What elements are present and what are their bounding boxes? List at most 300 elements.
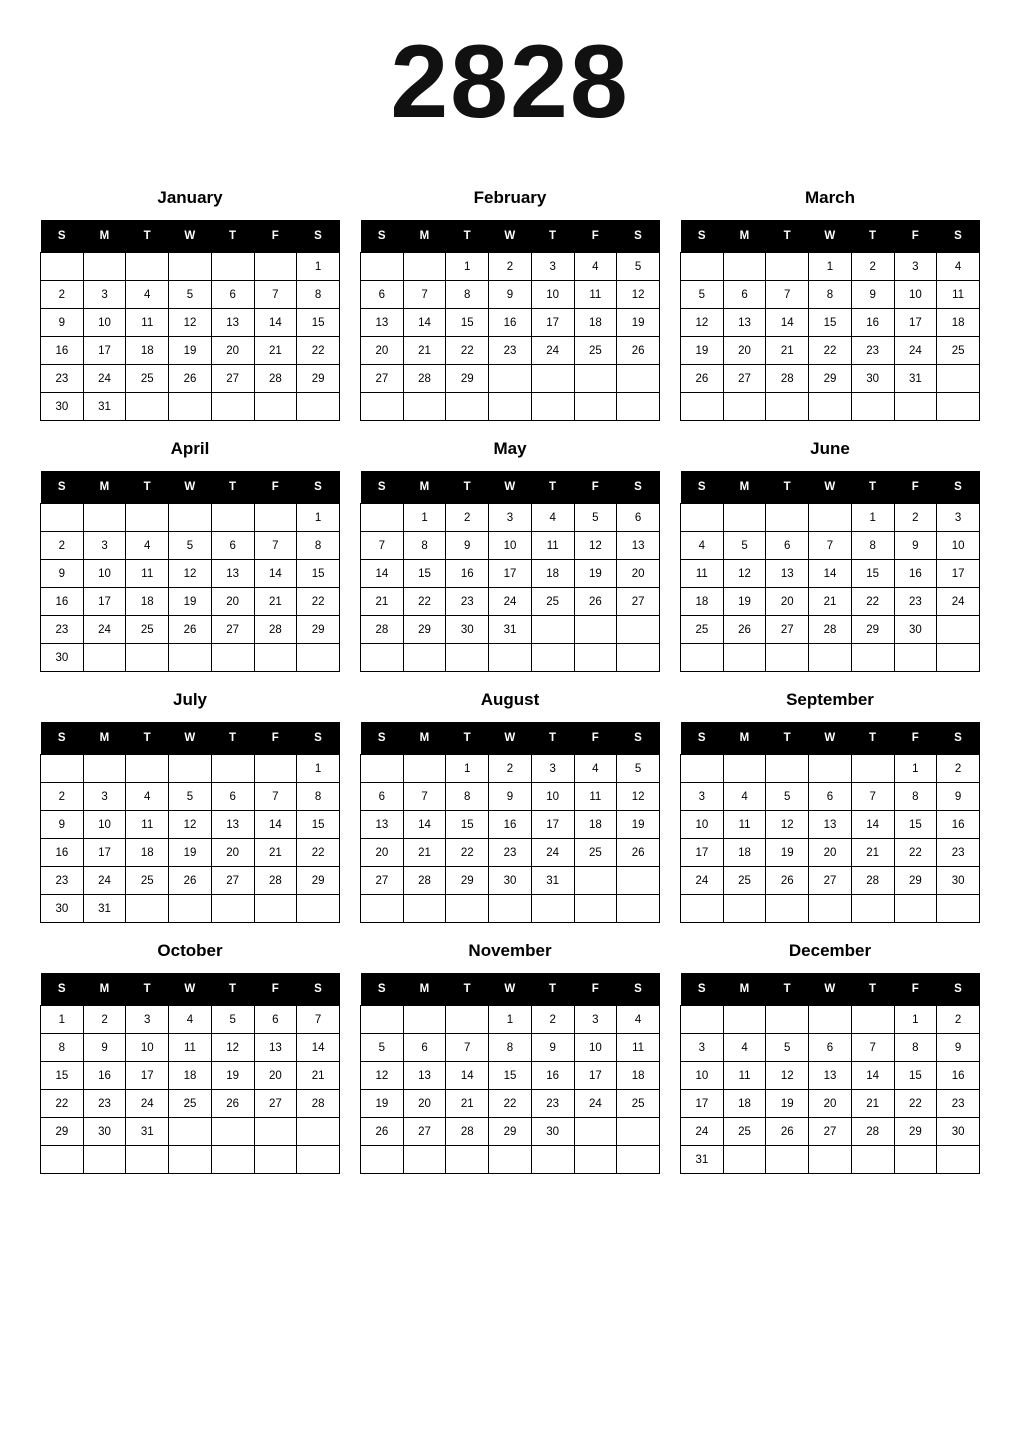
day-cell[interactable]: 19 — [766, 839, 809, 867]
day-cell[interactable]: 10 — [83, 309, 126, 337]
day-cell[interactable]: 3 — [83, 783, 126, 811]
day-cell[interactable]: 24 — [531, 839, 574, 867]
day-cell[interactable]: 30 — [41, 393, 84, 421]
day-cell[interactable]: 2 — [489, 755, 532, 783]
day-cell[interactable]: 9 — [937, 783, 980, 811]
day-cell[interactable]: 25 — [126, 867, 169, 895]
day-cell[interactable]: 9 — [937, 1034, 980, 1062]
day-cell[interactable]: 5 — [169, 532, 212, 560]
day-cell[interactable]: 5 — [361, 1034, 404, 1062]
day-cell[interactable]: 21 — [254, 588, 297, 616]
day-cell[interactable]: 19 — [766, 1090, 809, 1118]
day-cell[interactable]: 4 — [937, 253, 980, 281]
day-cell[interactable]: 27 — [361, 867, 404, 895]
day-cell[interactable]: 11 — [169, 1034, 212, 1062]
day-cell[interactable]: 15 — [41, 1062, 84, 1090]
day-cell[interactable]: 2 — [41, 281, 84, 309]
day-cell[interactable]: 26 — [617, 337, 660, 365]
day-cell[interactable]: 18 — [617, 1062, 660, 1090]
day-cell[interactable]: 20 — [809, 1090, 852, 1118]
day-cell[interactable]: 27 — [211, 616, 254, 644]
day-cell[interactable]: 8 — [446, 783, 489, 811]
day-cell[interactable]: 30 — [937, 867, 980, 895]
day-cell[interactable]: 28 — [403, 867, 446, 895]
day-cell[interactable]: 11 — [574, 281, 617, 309]
day-cell[interactable]: 9 — [489, 281, 532, 309]
day-cell[interactable]: 31 — [83, 895, 126, 923]
day-cell[interactable]: 28 — [254, 867, 297, 895]
day-cell[interactable]: 22 — [894, 839, 937, 867]
day-cell[interactable]: 22 — [403, 588, 446, 616]
day-cell[interactable]: 15 — [809, 309, 852, 337]
day-cell[interactable]: 15 — [894, 1062, 937, 1090]
day-cell[interactable]: 9 — [531, 1034, 574, 1062]
day-cell[interactable]: 27 — [211, 867, 254, 895]
day-cell[interactable]: 24 — [83, 616, 126, 644]
day-cell[interactable]: 4 — [574, 755, 617, 783]
day-cell[interactable]: 30 — [41, 895, 84, 923]
day-cell[interactable]: 7 — [809, 532, 852, 560]
day-cell[interactable]: 18 — [574, 309, 617, 337]
day-cell[interactable]: 20 — [403, 1090, 446, 1118]
day-cell[interactable]: 22 — [297, 337, 340, 365]
day-cell[interactable]: 4 — [574, 253, 617, 281]
day-cell[interactable]: 3 — [894, 253, 937, 281]
day-cell[interactable]: 11 — [126, 560, 169, 588]
day-cell[interactable]: 25 — [937, 337, 980, 365]
day-cell[interactable]: 30 — [41, 644, 84, 672]
day-cell[interactable]: 18 — [937, 309, 980, 337]
day-cell[interactable]: 6 — [403, 1034, 446, 1062]
day-cell[interactable]: 15 — [894, 811, 937, 839]
day-cell[interactable]: 10 — [489, 532, 532, 560]
day-cell[interactable]: 23 — [446, 588, 489, 616]
day-cell[interactable]: 24 — [126, 1090, 169, 1118]
day-cell[interactable]: 6 — [254, 1006, 297, 1034]
day-cell[interactable]: 7 — [851, 1034, 894, 1062]
day-cell[interactable]: 13 — [809, 1062, 852, 1090]
day-cell[interactable]: 13 — [766, 560, 809, 588]
day-cell[interactable]: 13 — [403, 1062, 446, 1090]
day-cell[interactable]: 29 — [894, 867, 937, 895]
day-cell[interactable]: 27 — [723, 365, 766, 393]
day-cell[interactable]: 30 — [531, 1118, 574, 1146]
day-cell[interactable]: 26 — [211, 1090, 254, 1118]
day-cell[interactable]: 29 — [403, 616, 446, 644]
day-cell[interactable]: 6 — [361, 783, 404, 811]
day-cell[interactable]: 24 — [681, 867, 724, 895]
day-cell[interactable]: 3 — [126, 1006, 169, 1034]
day-cell[interactable]: 17 — [126, 1062, 169, 1090]
day-cell[interactable]: 8 — [446, 281, 489, 309]
day-cell[interactable]: 2 — [937, 755, 980, 783]
day-cell[interactable]: 3 — [937, 504, 980, 532]
day-cell[interactable]: 12 — [169, 309, 212, 337]
day-cell[interactable]: 6 — [211, 783, 254, 811]
day-cell[interactable]: 14 — [254, 309, 297, 337]
day-cell[interactable]: 1 — [446, 253, 489, 281]
day-cell[interactable]: 26 — [574, 588, 617, 616]
day-cell[interactable]: 18 — [681, 588, 724, 616]
day-cell[interactable]: 22 — [894, 1090, 937, 1118]
day-cell[interactable]: 28 — [851, 1118, 894, 1146]
day-cell[interactable]: 22 — [297, 588, 340, 616]
day-cell[interactable]: 20 — [361, 839, 404, 867]
day-cell[interactable]: 11 — [617, 1034, 660, 1062]
day-cell[interactable]: 28 — [403, 365, 446, 393]
day-cell[interactable]: 1 — [297, 755, 340, 783]
day-cell[interactable]: 29 — [894, 1118, 937, 1146]
day-cell[interactable]: 8 — [894, 783, 937, 811]
day-cell[interactable]: 7 — [361, 532, 404, 560]
day-cell[interactable]: 8 — [297, 532, 340, 560]
day-cell[interactable]: 7 — [254, 281, 297, 309]
day-cell[interactable]: 24 — [83, 365, 126, 393]
day-cell[interactable]: 26 — [723, 616, 766, 644]
day-cell[interactable]: 10 — [681, 811, 724, 839]
day-cell[interactable]: 14 — [254, 811, 297, 839]
day-cell[interactable]: 22 — [489, 1090, 532, 1118]
day-cell[interactable]: 3 — [681, 1034, 724, 1062]
day-cell[interactable]: 4 — [126, 532, 169, 560]
day-cell[interactable]: 1 — [851, 504, 894, 532]
day-cell[interactable]: 17 — [83, 337, 126, 365]
day-cell[interactable]: 4 — [531, 504, 574, 532]
day-cell[interactable]: 14 — [851, 1062, 894, 1090]
day-cell[interactable]: 12 — [766, 1062, 809, 1090]
day-cell[interactable]: 4 — [169, 1006, 212, 1034]
day-cell[interactable]: 19 — [211, 1062, 254, 1090]
day-cell[interactable]: 12 — [617, 783, 660, 811]
day-cell[interactable]: 23 — [489, 839, 532, 867]
day-cell[interactable]: 13 — [809, 811, 852, 839]
day-cell[interactable]: 25 — [574, 337, 617, 365]
day-cell[interactable]: 16 — [937, 811, 980, 839]
day-cell[interactable]: 6 — [211, 281, 254, 309]
day-cell[interactable]: 13 — [211, 309, 254, 337]
day-cell[interactable]: 19 — [361, 1090, 404, 1118]
day-cell[interactable]: 23 — [851, 337, 894, 365]
day-cell[interactable]: 22 — [41, 1090, 84, 1118]
day-cell[interactable]: 18 — [723, 1090, 766, 1118]
day-cell[interactable]: 13 — [617, 532, 660, 560]
day-cell[interactable]: 5 — [723, 532, 766, 560]
day-cell[interactable]: 5 — [169, 783, 212, 811]
day-cell[interactable]: 20 — [361, 337, 404, 365]
day-cell[interactable]: 18 — [126, 337, 169, 365]
day-cell[interactable]: 26 — [169, 365, 212, 393]
day-cell[interactable]: 23 — [41, 616, 84, 644]
day-cell[interactable]: 8 — [851, 532, 894, 560]
day-cell[interactable]: 21 — [403, 839, 446, 867]
day-cell[interactable]: 24 — [574, 1090, 617, 1118]
day-cell[interactable]: 16 — [489, 811, 532, 839]
day-cell[interactable]: 10 — [894, 281, 937, 309]
day-cell[interactable]: 2 — [83, 1006, 126, 1034]
day-cell[interactable]: 27 — [403, 1118, 446, 1146]
day-cell[interactable]: 4 — [126, 281, 169, 309]
day-cell[interactable]: 9 — [41, 811, 84, 839]
day-cell[interactable]: 14 — [254, 560, 297, 588]
day-cell[interactable]: 19 — [681, 337, 724, 365]
day-cell[interactable]: 15 — [489, 1062, 532, 1090]
day-cell[interactable]: 13 — [211, 560, 254, 588]
day-cell[interactable]: 26 — [361, 1118, 404, 1146]
day-cell[interactable]: 1 — [894, 1006, 937, 1034]
day-cell[interactable]: 13 — [361, 811, 404, 839]
day-cell[interactable]: 4 — [617, 1006, 660, 1034]
day-cell[interactable]: 10 — [937, 532, 980, 560]
day-cell[interactable]: 1 — [297, 504, 340, 532]
day-cell[interactable]: 29 — [851, 616, 894, 644]
day-cell[interactable]: 17 — [681, 1090, 724, 1118]
day-cell[interactable]: 23 — [41, 365, 84, 393]
day-cell[interactable]: 22 — [809, 337, 852, 365]
day-cell[interactable]: 12 — [617, 281, 660, 309]
day-cell[interactable]: 24 — [894, 337, 937, 365]
day-cell[interactable]: 12 — [766, 811, 809, 839]
day-cell[interactable]: 5 — [766, 783, 809, 811]
day-cell[interactable]: 17 — [83, 588, 126, 616]
day-cell[interactable]: 3 — [681, 783, 724, 811]
day-cell[interactable]: 28 — [851, 867, 894, 895]
day-cell[interactable]: 30 — [894, 616, 937, 644]
day-cell[interactable]: 2 — [41, 783, 84, 811]
day-cell[interactable]: 22 — [446, 337, 489, 365]
day-cell[interactable]: 28 — [297, 1090, 340, 1118]
day-cell[interactable]: 30 — [851, 365, 894, 393]
day-cell[interactable]: 2 — [894, 504, 937, 532]
day-cell[interactable]: 12 — [681, 309, 724, 337]
day-cell[interactable]: 20 — [723, 337, 766, 365]
day-cell[interactable]: 14 — [766, 309, 809, 337]
day-cell[interactable]: 28 — [254, 616, 297, 644]
day-cell[interactable]: 6 — [723, 281, 766, 309]
day-cell[interactable]: 25 — [681, 616, 724, 644]
day-cell[interactable]: 11 — [574, 783, 617, 811]
day-cell[interactable]: 25 — [169, 1090, 212, 1118]
day-cell[interactable]: 23 — [937, 1090, 980, 1118]
day-cell[interactable]: 7 — [766, 281, 809, 309]
day-cell[interactable]: 27 — [211, 365, 254, 393]
day-cell[interactable]: 6 — [617, 504, 660, 532]
day-cell[interactable]: 10 — [681, 1062, 724, 1090]
day-cell[interactable]: 28 — [254, 365, 297, 393]
day-cell[interactable]: 19 — [723, 588, 766, 616]
day-cell[interactable]: 1 — [489, 1006, 532, 1034]
day-cell[interactable]: 10 — [83, 560, 126, 588]
day-cell[interactable]: 20 — [211, 839, 254, 867]
day-cell[interactable]: 25 — [126, 616, 169, 644]
day-cell[interactable]: 14 — [361, 560, 404, 588]
day-cell[interactable]: 9 — [489, 783, 532, 811]
day-cell[interactable]: 29 — [297, 616, 340, 644]
day-cell[interactable]: 13 — [361, 309, 404, 337]
day-cell[interactable]: 4 — [723, 783, 766, 811]
day-cell[interactable]: 31 — [126, 1118, 169, 1146]
day-cell[interactable]: 19 — [617, 811, 660, 839]
day-cell[interactable]: 24 — [531, 337, 574, 365]
day-cell[interactable]: 8 — [297, 281, 340, 309]
day-cell[interactable]: 4 — [126, 783, 169, 811]
day-cell[interactable]: 8 — [894, 1034, 937, 1062]
day-cell[interactable]: 25 — [531, 588, 574, 616]
day-cell[interactable]: 8 — [403, 532, 446, 560]
day-cell[interactable]: 12 — [723, 560, 766, 588]
day-cell[interactable]: 6 — [809, 1034, 852, 1062]
day-cell[interactable]: 14 — [297, 1034, 340, 1062]
day-cell[interactable]: 19 — [574, 560, 617, 588]
day-cell[interactable]: 29 — [297, 867, 340, 895]
day-cell[interactable]: 2 — [41, 532, 84, 560]
day-cell[interactable]: 15 — [297, 811, 340, 839]
day-cell[interactable]: 20 — [809, 839, 852, 867]
day-cell[interactable]: 26 — [169, 867, 212, 895]
day-cell[interactable]: 26 — [681, 365, 724, 393]
day-cell[interactable]: 5 — [766, 1034, 809, 1062]
day-cell[interactable]: 12 — [169, 811, 212, 839]
day-cell[interactable]: 12 — [169, 560, 212, 588]
day-cell[interactable]: 22 — [297, 839, 340, 867]
day-cell[interactable]: 26 — [766, 1118, 809, 1146]
day-cell[interactable]: 29 — [446, 867, 489, 895]
day-cell[interactable]: 22 — [851, 588, 894, 616]
day-cell[interactable]: 16 — [531, 1062, 574, 1090]
day-cell[interactable]: 31 — [489, 616, 532, 644]
day-cell[interactable]: 20 — [211, 588, 254, 616]
day-cell[interactable]: 23 — [83, 1090, 126, 1118]
day-cell[interactable]: 19 — [617, 309, 660, 337]
day-cell[interactable]: 29 — [489, 1118, 532, 1146]
day-cell[interactable]: 23 — [489, 337, 532, 365]
day-cell[interactable]: 17 — [531, 309, 574, 337]
day-cell[interactable]: 11 — [723, 1062, 766, 1090]
day-cell[interactable]: 7 — [254, 783, 297, 811]
day-cell[interactable]: 7 — [446, 1034, 489, 1062]
day-cell[interactable]: 21 — [809, 588, 852, 616]
day-cell[interactable]: 1 — [809, 253, 852, 281]
day-cell[interactable]: 26 — [617, 839, 660, 867]
day-cell[interactable]: 10 — [83, 811, 126, 839]
day-cell[interactable]: 31 — [83, 393, 126, 421]
day-cell[interactable]: 5 — [574, 504, 617, 532]
day-cell[interactable]: 15 — [851, 560, 894, 588]
day-cell[interactable]: 30 — [937, 1118, 980, 1146]
day-cell[interactable]: 11 — [126, 309, 169, 337]
day-cell[interactable]: 21 — [851, 1090, 894, 1118]
day-cell[interactable]: 18 — [574, 811, 617, 839]
day-cell[interactable]: 13 — [723, 309, 766, 337]
day-cell[interactable]: 6 — [361, 281, 404, 309]
day-cell[interactable]: 31 — [894, 365, 937, 393]
day-cell[interactable]: 6 — [766, 532, 809, 560]
day-cell[interactable]: 18 — [126, 588, 169, 616]
day-cell[interactable]: 1 — [446, 755, 489, 783]
day-cell[interactable]: 16 — [937, 1062, 980, 1090]
day-cell[interactable]: 8 — [297, 783, 340, 811]
day-cell[interactable]: 25 — [723, 867, 766, 895]
day-cell[interactable]: 28 — [446, 1118, 489, 1146]
day-cell[interactable]: 24 — [937, 588, 980, 616]
day-cell[interactable]: 6 — [809, 783, 852, 811]
day-cell[interactable]: 12 — [211, 1034, 254, 1062]
day-cell[interactable]: 24 — [83, 867, 126, 895]
day-cell[interactable]: 21 — [254, 337, 297, 365]
day-cell[interactable]: 25 — [617, 1090, 660, 1118]
day-cell[interactable]: 7 — [254, 532, 297, 560]
day-cell[interactable]: 10 — [126, 1034, 169, 1062]
day-cell[interactable]: 20 — [211, 337, 254, 365]
day-cell[interactable]: 6 — [211, 532, 254, 560]
day-cell[interactable]: 17 — [531, 811, 574, 839]
day-cell[interactable]: 26 — [169, 616, 212, 644]
day-cell[interactable]: 29 — [809, 365, 852, 393]
day-cell[interactable]: 25 — [574, 839, 617, 867]
day-cell[interactable]: 27 — [809, 1118, 852, 1146]
day-cell[interactable]: 28 — [809, 616, 852, 644]
day-cell[interactable]: 16 — [83, 1062, 126, 1090]
day-cell[interactable]: 20 — [254, 1062, 297, 1090]
day-cell[interactable]: 8 — [489, 1034, 532, 1062]
day-cell[interactable]: 16 — [41, 839, 84, 867]
day-cell[interactable]: 2 — [446, 504, 489, 532]
day-cell[interactable]: 27 — [809, 867, 852, 895]
day-cell[interactable]: 3 — [531, 253, 574, 281]
day-cell[interactable]: 14 — [809, 560, 852, 588]
day-cell[interactable]: 17 — [489, 560, 532, 588]
day-cell[interactable]: 5 — [169, 281, 212, 309]
day-cell[interactable]: 30 — [83, 1118, 126, 1146]
day-cell[interactable]: 15 — [297, 309, 340, 337]
day-cell[interactable]: 18 — [126, 839, 169, 867]
day-cell[interactable]: 3 — [531, 755, 574, 783]
day-cell[interactable]: 15 — [297, 560, 340, 588]
day-cell[interactable]: 30 — [489, 867, 532, 895]
day-cell[interactable]: 23 — [41, 867, 84, 895]
day-cell[interactable]: 29 — [297, 365, 340, 393]
day-cell[interactable]: 10 — [531, 783, 574, 811]
day-cell[interactable]: 9 — [41, 309, 84, 337]
day-cell[interactable]: 27 — [766, 616, 809, 644]
day-cell[interactable]: 3 — [83, 281, 126, 309]
day-cell[interactable]: 3 — [489, 504, 532, 532]
day-cell[interactable]: 20 — [766, 588, 809, 616]
day-cell[interactable]: 27 — [361, 365, 404, 393]
day-cell[interactable]: 21 — [297, 1062, 340, 1090]
day-cell[interactable]: 1 — [41, 1006, 84, 1034]
day-cell[interactable]: 12 — [574, 532, 617, 560]
day-cell[interactable]: 25 — [723, 1118, 766, 1146]
day-cell[interactable]: 7 — [403, 281, 446, 309]
day-cell[interactable]: 16 — [41, 337, 84, 365]
day-cell[interactable]: 20 — [617, 560, 660, 588]
day-cell[interactable]: 22 — [446, 839, 489, 867]
day-cell[interactable]: 9 — [41, 560, 84, 588]
day-cell[interactable]: 18 — [531, 560, 574, 588]
day-cell[interactable]: 1 — [297, 253, 340, 281]
day-cell[interactable]: 14 — [403, 811, 446, 839]
day-cell[interactable]: 11 — [681, 560, 724, 588]
day-cell[interactable]: 11 — [937, 281, 980, 309]
day-cell[interactable]: 9 — [851, 281, 894, 309]
day-cell[interactable]: 2 — [851, 253, 894, 281]
day-cell[interactable]: 7 — [403, 783, 446, 811]
day-cell[interactable]: 19 — [169, 839, 212, 867]
day-cell[interactable]: 21 — [403, 337, 446, 365]
day-cell[interactable]: 27 — [254, 1090, 297, 1118]
day-cell[interactable]: 5 — [617, 253, 660, 281]
day-cell[interactable]: 16 — [489, 309, 532, 337]
